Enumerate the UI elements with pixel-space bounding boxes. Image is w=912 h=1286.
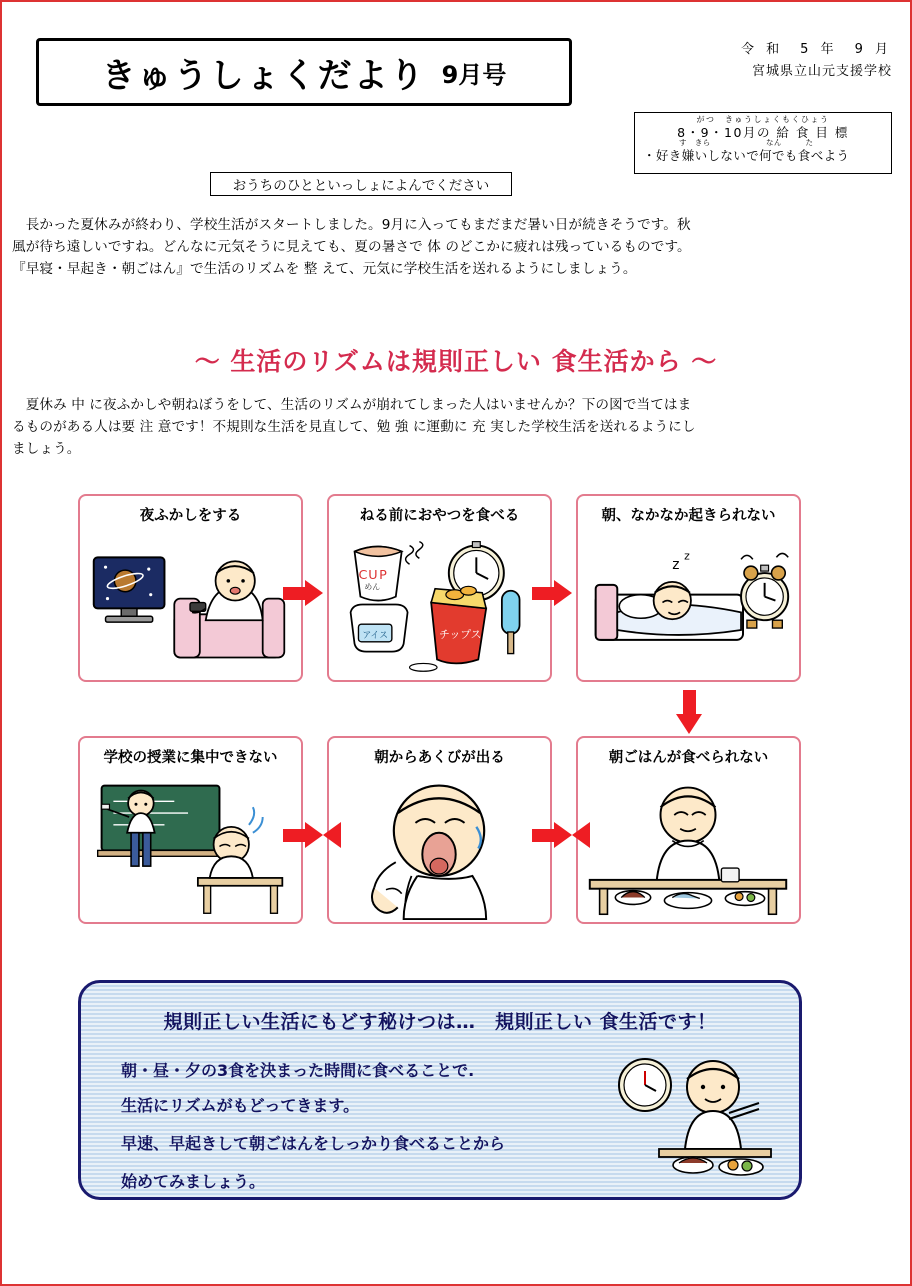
goal-heading-text: 8・9・10月の 給 食 目 標	[677, 125, 849, 140]
svg-text:アイス: アイス	[362, 630, 389, 641]
newsletter-issue: 9月号	[441, 60, 507, 89]
conclusion-line-3: 早速、早起きして朝ごはんをしっかり食べることから	[121, 1134, 506, 1153]
sleeping-boy-icon	[578, 529, 799, 678]
lunch-goal-box	[634, 112, 892, 174]
goal-item-ruby: す きら なん た	[679, 138, 814, 147]
conclusion-line-1: 朝・昼・夕の3食を決まった時間に食べることで.	[121, 1061, 475, 1080]
flow-arrow-2	[532, 580, 572, 606]
flow-card-cannot-concentrate	[78, 736, 303, 924]
flow-card-3-label: 朝、なかなか起きられない	[601, 507, 776, 524]
intro-p2-line-2: るものがある人は要 注 意です！不規則な生活を見直して、勉 強 に運動に 充 実した学校生活を送れるようにし	[12, 419, 696, 436]
flow-card-5-illustration	[329, 771, 550, 920]
flow-card-6-illustration	[80, 771, 301, 920]
conclusion-line-4: 始めてみましょう。	[121, 1172, 266, 1191]
tv-and-boy-icon	[80, 529, 301, 678]
conclusion-box	[78, 980, 802, 1200]
goal-item-text: ・好き嫌いしないで何でも食べよう	[643, 148, 850, 163]
svg-text:z: z	[672, 557, 680, 574]
boy-at-table-icon	[578, 771, 799, 920]
flow-card-2-illustration	[329, 529, 550, 678]
conclusion-line-2: 生活にリズムがもどってきます。	[121, 1096, 360, 1115]
svg-text:チップス: チップス	[439, 627, 482, 641]
conclusion-title: 規則正しい生活にもどす秘けつは… 規則正しい 食生活です！	[163, 1011, 717, 1033]
flow-card-1-label: 夜ふかしをする	[139, 507, 242, 524]
flow-card-2-label: ねる前におやつを食べる	[359, 507, 520, 524]
snacks-and-clock-icon	[329, 529, 550, 678]
read-with-family-note	[210, 172, 512, 196]
intro-p1-line-3: 『早寝・早起き・朝ごはん』で生活のリズムを 整 えて、元気に学校生活を送れるようにしましょう。	[12, 261, 637, 278]
classroom-icon	[80, 771, 301, 920]
goal-heading-ruby: がつ きゅうしょくもくひょう	[696, 115, 830, 124]
flow-card-stay-up-late	[78, 494, 303, 682]
section-headline	[2, 342, 910, 378]
section-headline-text: ～ 生活のリズムは規則正しい 食生活から ～	[194, 347, 718, 376]
flow-arrow-4	[532, 822, 572, 848]
intro-p1-line-2: 風が待ち遠しいですね。どんなに元気そうに見えても、夏の暑さで 体 のどこかに疲れは残っているものです。	[12, 239, 691, 256]
newsletter-title: きゅうしょくだより	[101, 55, 426, 96]
boy-eating-illustration	[601, 1039, 781, 1189]
flow-arrow-5	[283, 822, 323, 848]
intro-paragraph-2	[12, 394, 904, 460]
svg-text:z: z	[684, 549, 690, 563]
yawning-boy-icon	[329, 771, 550, 920]
svg-text:U: U	[368, 567, 378, 583]
newsletter-title-box	[36, 38, 572, 106]
flow-arrow-3	[676, 690, 702, 734]
flow-card-yawning	[327, 736, 552, 924]
intro-p2-line-3: ましょう。	[12, 441, 81, 458]
intro-paragraph-1	[12, 214, 904, 280]
flow-card-3-illustration	[578, 529, 799, 678]
flow-card-no-breakfast	[576, 736, 801, 924]
flow-card-6-label: 学校の授業に集中できない	[103, 749, 278, 766]
intro-p2-line-1: 夏休み 中 に夜ふかしや朝ねぼうをして、生活のリズムが崩れてしまった人はいませんか？下の図で当てはま	[12, 397, 692, 413]
flow-card-1-illustration	[80, 529, 301, 678]
flow-card-cannot-wake-up	[576, 494, 801, 682]
svg-text:P: P	[379, 567, 387, 583]
read-with-family-text: おうちのひとといっしょによんでください	[232, 178, 490, 194]
svg-text:C: C	[358, 567, 368, 583]
svg-text:めん: めん	[364, 582, 381, 592]
flow-card-5-label: 朝からあくびが出る	[374, 749, 505, 766]
intro-p1-line-1: 長かった夏休みが終わり、学校生活がスタートしました。9月に入ってもまだまだ暑い日が続きそうです。秋	[12, 217, 691, 233]
issue-date: 令 和 5 年 9 月	[741, 42, 892, 57]
flow-card-snack-before-bed	[327, 494, 552, 682]
flow-card-4-label: 朝ごはんが食べられない	[608, 749, 769, 766]
flow-arrow-1	[283, 580, 323, 606]
lunch-goal-item	[643, 138, 883, 164]
flow-card-4-illustration	[578, 771, 799, 920]
school-name: 宮城県立山元支援学校	[751, 64, 892, 79]
